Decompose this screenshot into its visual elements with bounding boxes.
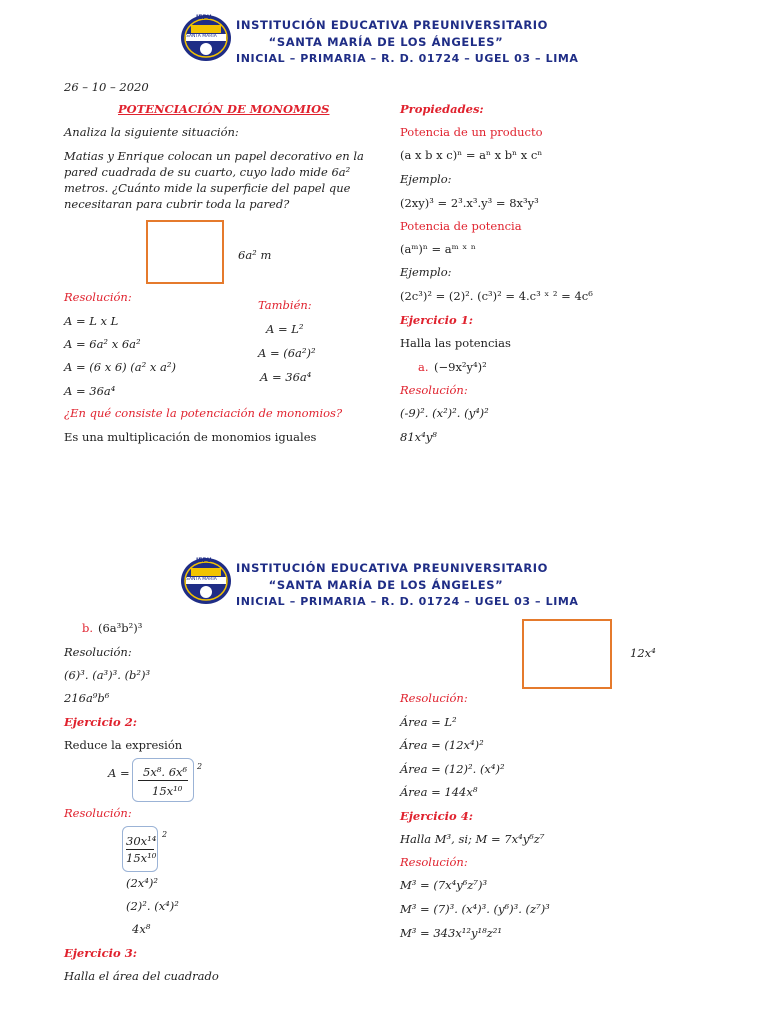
ej2-numerator: 5x⁸. 6x⁶ <box>143 765 188 779</box>
ej1-a-expr: (−9x²y⁴)² <box>434 360 487 374</box>
prop1-formula: (a x b x c)ⁿ = aⁿ x bⁿ x cⁿ <box>400 148 543 162</box>
tam-line-3: A = 36a⁴ <box>260 370 312 384</box>
res-line-3: A = (6 x 6) (a² x a²) <box>64 360 177 374</box>
ej1-text: Halla las potencias <box>400 336 511 350</box>
tam-line-1: A = L² <box>266 322 304 336</box>
header-line3: INICIAL – PRIMARIA – R. D. 01724 – UGEL 03 – LIMA <box>236 52 579 65</box>
problem-text: Matias y Enrique colocan un papel decorativo en la pared cuadrada de su cuarto, cuyo lado mide 6a² metros. ¿Cuánto mide la superficie del papel que necesitaran para cubrir toda la pared? <box>64 149 364 211</box>
ej1-b-resolucion: Resolución: <box>64 645 132 659</box>
ej2-exponent-2: 2 <box>162 830 168 839</box>
header-line1: INSTITUCIÓN EDUCATIVA PREUNIVERSITARIO <box>236 561 549 575</box>
header-line2: “SANTA MARÍA DE LOS ÁNGELES” <box>268 578 504 592</box>
ej2-step1: (2x⁴)² <box>126 876 158 890</box>
ej1-b-step2: 216a⁹b⁶ <box>64 691 110 705</box>
ej1-resolucion: Resolución: <box>400 383 468 397</box>
question: ¿En qué consiste la potenciación de monomios? <box>64 406 343 420</box>
ej3-line-1: Área = L² <box>400 715 457 729</box>
ej1-step2: 81x⁴y⁸ <box>400 430 437 444</box>
ej4-text: Halla M³, si; M = 7x⁴y⁶z⁷ <box>400 832 545 846</box>
answer: Es una multiplicación de monomios iguales <box>64 430 317 444</box>
ej2-fraction-line <box>138 780 188 781</box>
ej3-text: Halla el área del cuadrado <box>64 969 219 983</box>
header-line1: INSTITUCIÓN EDUCATIVA PREUNIVERSITARIO <box>236 18 549 32</box>
ej2-numerator-2: 30x¹⁴ <box>126 834 157 848</box>
logo-text-top: IEPU <box>196 14 212 21</box>
ej2-exponent: 2 <box>197 762 203 771</box>
prop1-title: Potencia de un producto <box>400 125 543 139</box>
res-line-1: A = L x L <box>64 314 119 328</box>
logo-text-top: IEPU <box>196 557 212 564</box>
prop1-example: (2xy)³ = 2³.x³.y³ = 8x³y³ <box>400 196 539 210</box>
ej3-square <box>522 619 612 689</box>
square-side-label: 6a² m <box>238 248 272 262</box>
res-line-4: A = 36a⁴ <box>64 384 116 398</box>
ej3-resolucion: Resolución: <box>400 691 468 705</box>
ej2-resolucion: Resolución: <box>64 806 132 820</box>
prop2-formula: (aᵐ)ⁿ = aᵐ ˣ ⁿ <box>400 242 476 256</box>
ej1-b-expr: (6a³b²)³ <box>98 621 143 635</box>
ej3-line-2: Área = (12x⁴)² <box>400 738 484 752</box>
prop2-title: Potencia de potencia <box>400 219 522 233</box>
ej4-line-1: M³ = (7x⁴y⁶z⁷)³ <box>400 878 488 892</box>
ej1-b-label: b. <box>82 621 94 635</box>
ej1-title: Ejercicio 1: <box>400 313 473 327</box>
ej4-resolucion: Resolución: <box>400 855 468 869</box>
header-line2: “SANTA MARÍA DE LOS ÁNGELES” <box>268 35 504 49</box>
ej4-line-3: M³ = 343x¹²y¹⁸z²¹ <box>400 926 502 940</box>
tam-line-2: A = (6a²)² <box>258 346 316 360</box>
ej2-denominator-2: 15x¹⁰ <box>126 851 157 865</box>
institution-header <box>236 561 579 608</box>
logo-text-mid: SANTA MARIA <box>186 577 217 582</box>
wall-square <box>146 220 224 284</box>
ej2-title: Ejercicio 2: <box>64 715 137 729</box>
resolucion-heading: Resolución: <box>64 290 132 304</box>
ej2-step2: (2)². (x⁴)² <box>126 899 179 913</box>
ej1-b-step1: (6)³. (a³)³. (b²)³ <box>64 668 151 682</box>
date: 26 – 10 – 2020 <box>64 80 149 94</box>
ej2-fraction-line-2 <box>126 849 154 850</box>
prop2-example-label: Ejemplo: <box>400 265 452 279</box>
ej2-denominator: 15x¹⁰ <box>152 784 183 798</box>
tambien-heading: También: <box>258 298 312 312</box>
page-title: POTENCIACIÓN DE MONOMIOS <box>118 102 330 116</box>
ej2-text: Reduce la expresión <box>64 738 183 752</box>
ej3-line-3: Área = (12)². (x⁴)² <box>400 762 505 776</box>
ej1-a-label: a. <box>418 360 429 374</box>
ej3-title: Ejercicio 3: <box>64 946 137 960</box>
intro-text: Analiza la siguiente situación: <box>64 125 239 139</box>
properties-heading: Propiedades: <box>400 102 484 116</box>
ej3-square-label: 12x⁴ <box>630 646 656 660</box>
ej2-a: A = <box>108 766 130 780</box>
ej2-step3: 4x⁸ <box>132 922 151 936</box>
ej4-line-2: M³ = (7)³. (x⁴)³. (y⁶)³. (z⁷)³ <box>400 902 550 916</box>
prop2-example: (2c³)² = (2)². (c³)² = 4.c³ ˣ ² = 4c⁶ <box>400 289 593 303</box>
ej4-title: Ejercicio 4: <box>400 809 473 823</box>
institution-header <box>236 18 579 65</box>
ej3-line-4: Área = 144x⁸ <box>400 785 478 799</box>
ej1-step1: (-9)². (x²)². (y⁴)² <box>400 406 489 420</box>
logo-text-mid: SANTA MARIA <box>186 34 217 39</box>
res-line-2: A = 6a² x 6a² <box>64 337 141 351</box>
header-line3: INICIAL – PRIMARIA – R. D. 01724 – UGEL 03 – LIMA <box>236 595 579 608</box>
prop1-example-label: Ejemplo: <box>400 172 452 186</box>
